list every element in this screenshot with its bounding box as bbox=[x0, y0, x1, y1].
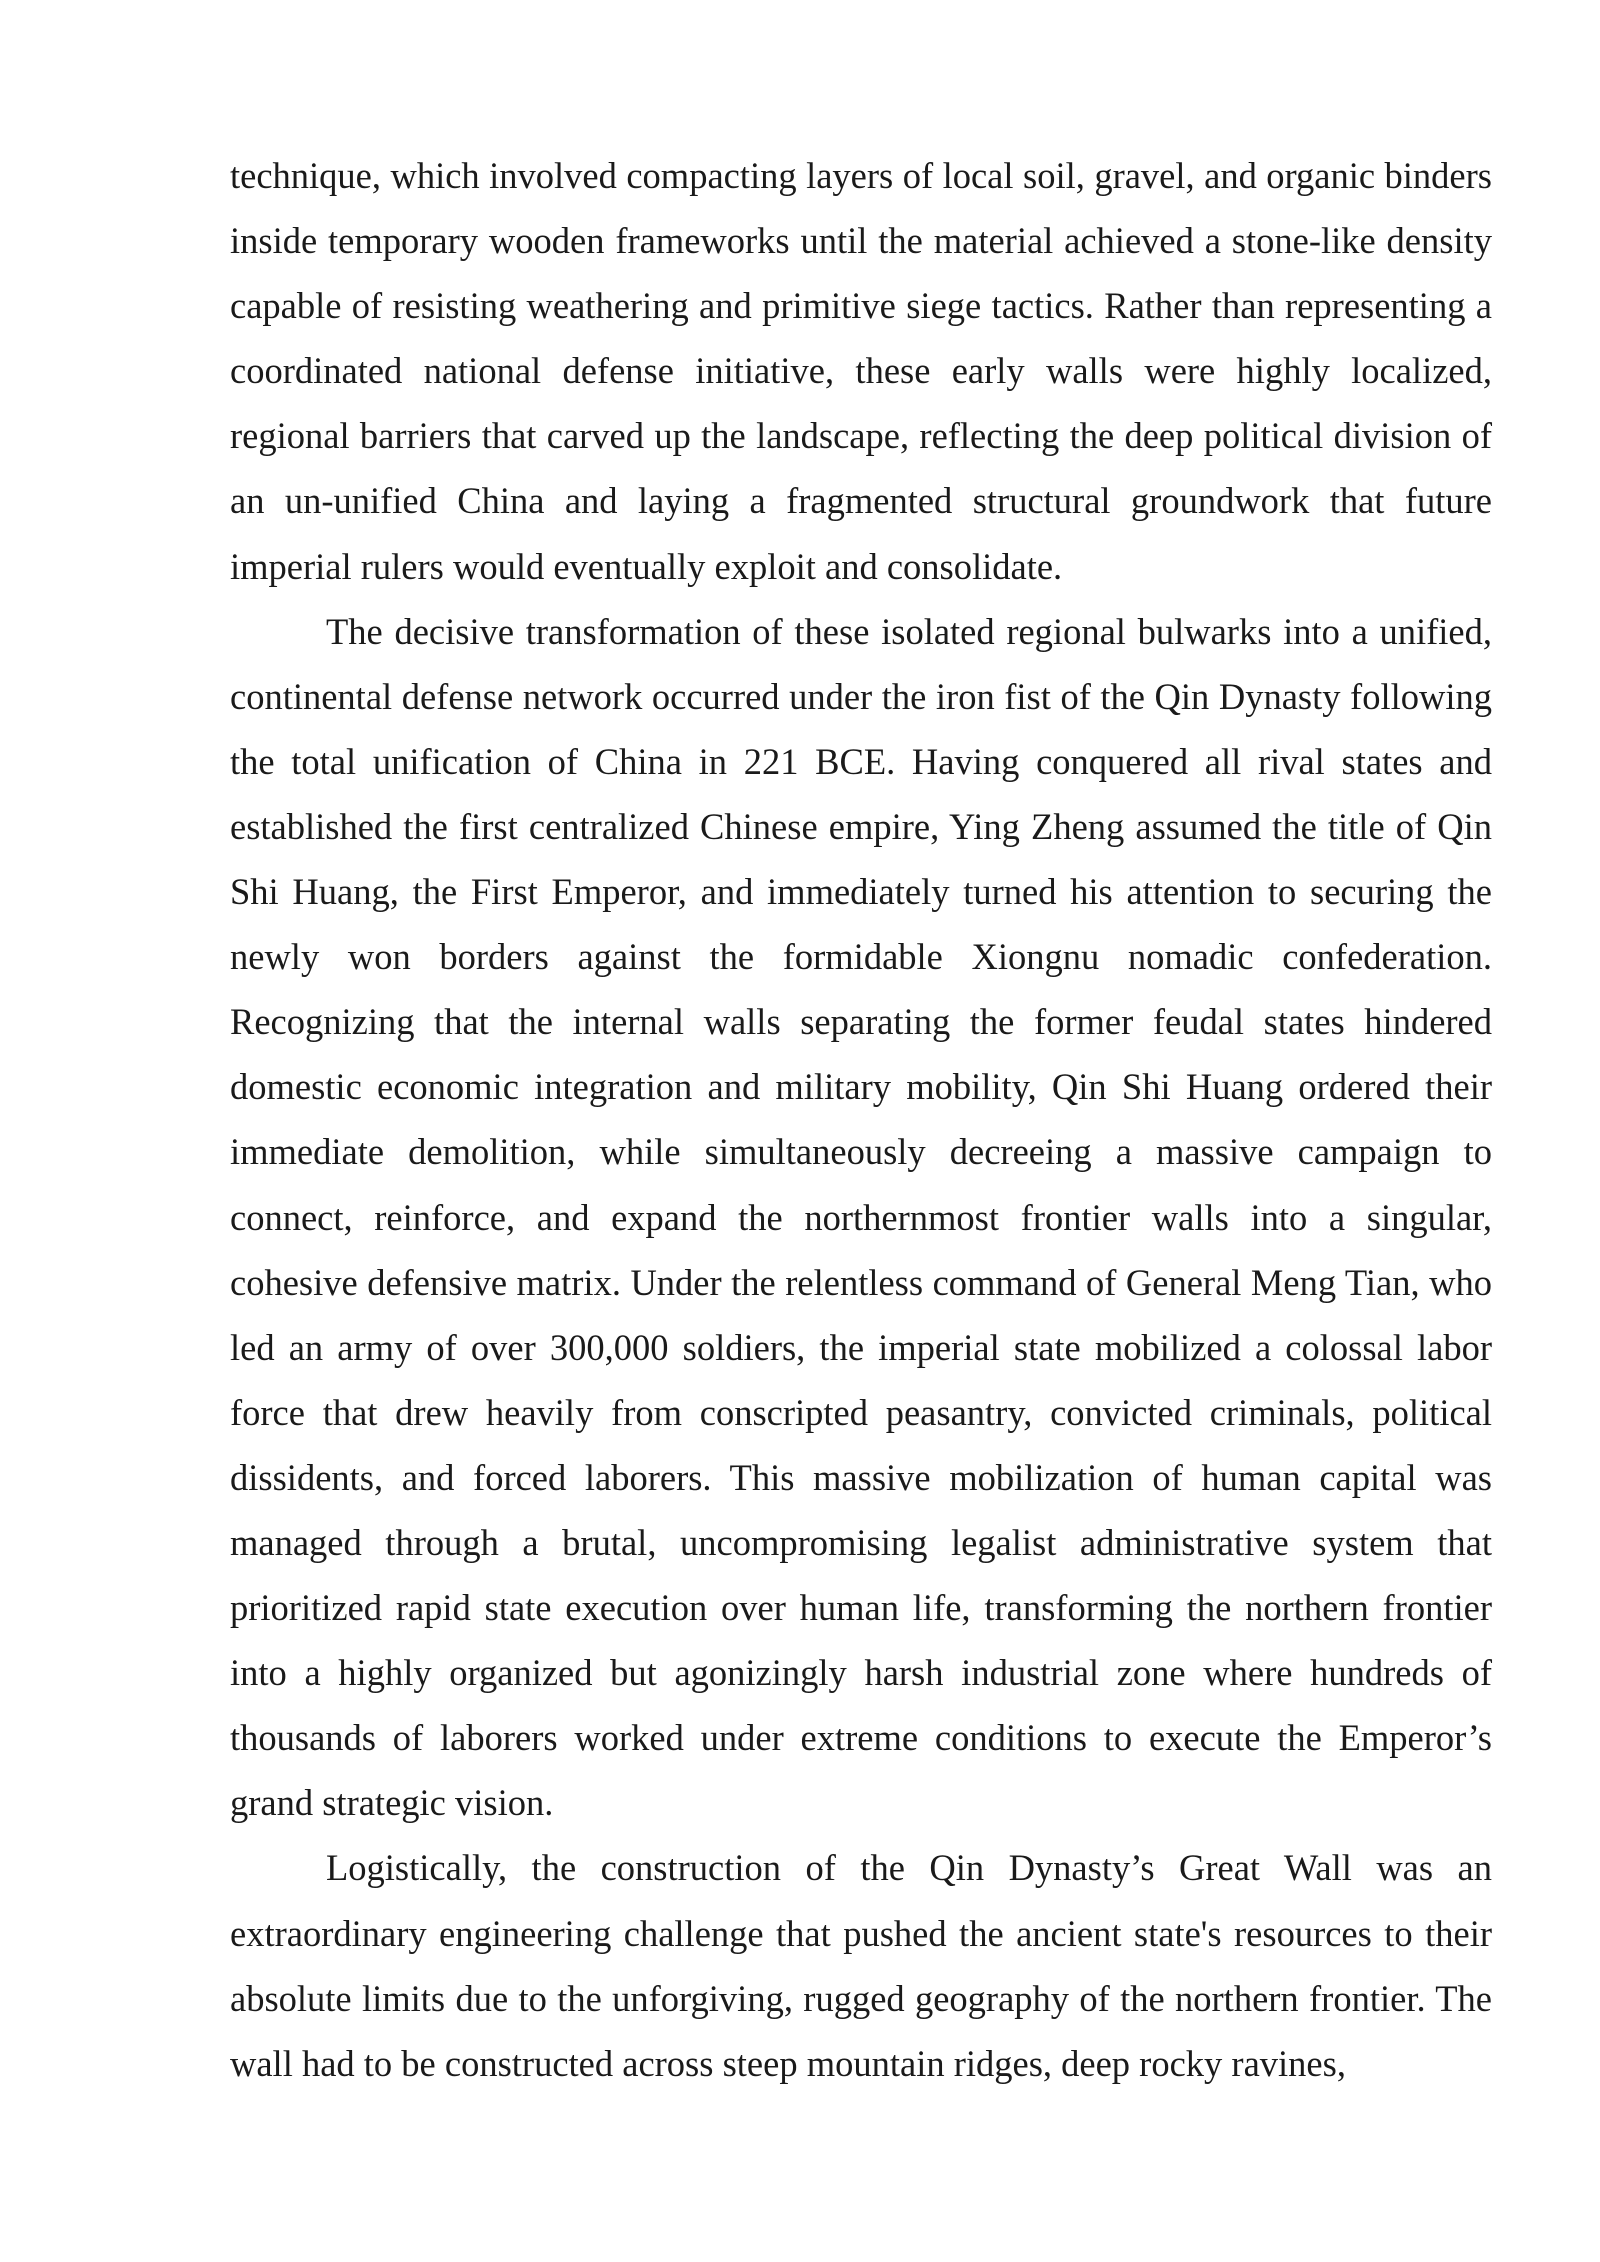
paragraph-qin-unification: The decisive transformation of these isolated regional bulwarks into a unified, continental defense network occurred under the iron fist of the Qin Dynasty following the total unification of China in 221 BCE. Having conquered all rival states and established the first centralized Chinese empire, Ying Zheng assumed the title of Qin Shi Huang, the First Emperor, and immediately turned his attention to securing the newly won borders against the formidable Xiongnu nomadic confederation. Recognizing that the internal walls separating the former feudal states hindered domestic economic integration and military mobility, Qin Shi Huang ordered their immediate demolition, while simultaneously decreeing a massive campaign to connect, reinforce, and expand the northernmost frontier walls into a singular, cohesive defensive matrix. Under the relentless command of General Meng Tian, who led an army of over 300,000 soldiers, the imperial state mobilized a colossal labor force that drew heavily from conscripted peasantry, convicted criminals, political dissidents, and forced laborers. This massive mobilization of human capital was managed through a brutal, uncompromising legalist administrative system that prioritized rapid state execution over human life, transforming the northern frontier into a highly organized but agonizingly harsh industrial zone where hundreds of thousands of laborers worked under extreme conditions to execute the Emperor’s grand strategic vision. bbox=[230, 610, 1492, 1824]
paragraph-logistics: Logistically, the construction of the Qin Dynasty’s Great Wall was an extraordinary engineering challenge that pushed the ancient state's resources to their absolute limits due to the unforgiving, rugged geography of the northern frontier. The wall had to be constructed across steep mountain ridges, deep rocky ravines, bbox=[230, 1847, 1492, 2084]
paragraph-continued: technique, which involved compacting layers of local soil, gravel, and organic binders inside temporary wooden frameworks until the material achieved a stone-like density capable of resisting weathering and primitive siege tactics. Rather than representing a coordinated national defense initiative, these early walls were highly localized, regional barriers that carved up the landscape, reflecting the deep political division of an un-unified China and laying a fragmented structural groundwork that future imperial rulers would eventually exploit and consolidate. bbox=[230, 155, 1492, 587]
body-text bbox=[230, 143, 1492, 2096]
